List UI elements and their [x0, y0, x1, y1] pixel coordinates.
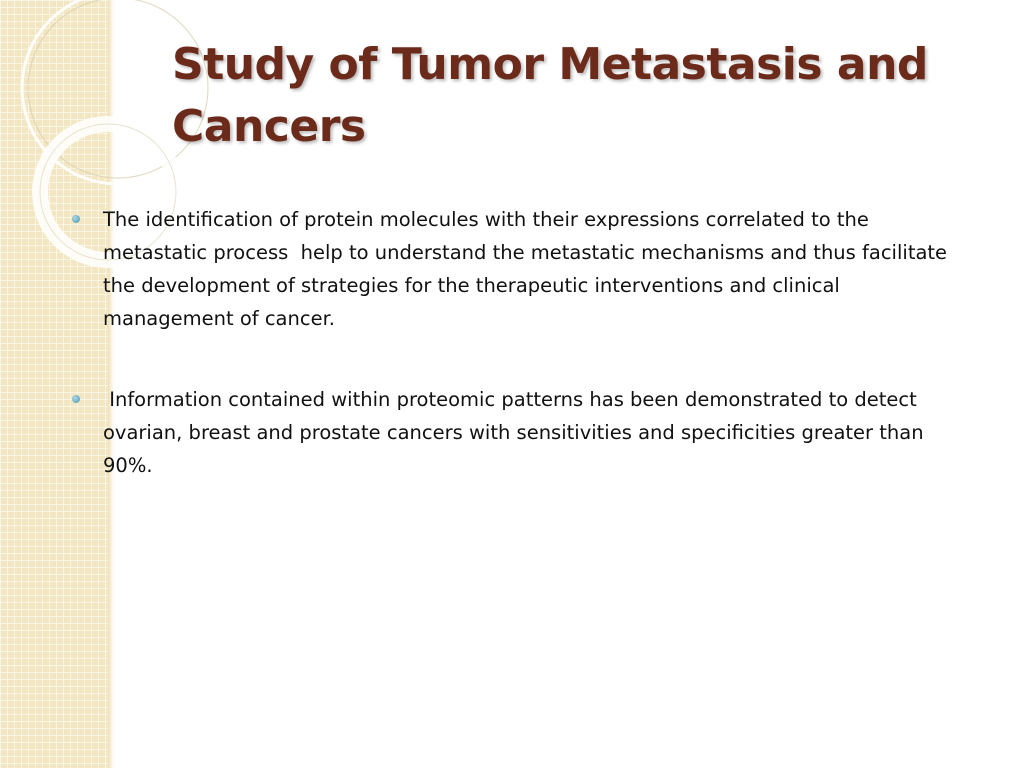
bullet-text: The identification of protein molecules with their expressions correlated to the metastatic process help to understand the metastatic mechanisms and thus facilitate the development of strategies for the therapeutic interventions and clinical management of cancer.	[103, 208, 954, 330]
bullet-item	[72, 203, 972, 335]
bullet-dot-icon	[72, 395, 80, 403]
bullet-list	[72, 203, 972, 530]
slide-title: Study of Tumor Metastasis and Cancers	[172, 39, 928, 152]
bullet-item	[72, 383, 972, 482]
bullet-text: Information contained within proteomic patterns has been demonstrated to detect ovarian, breast and prostate cancers with sensitivities and specificities greater than 90%.	[103, 388, 930, 477]
bullet-dot-icon	[72, 215, 80, 223]
